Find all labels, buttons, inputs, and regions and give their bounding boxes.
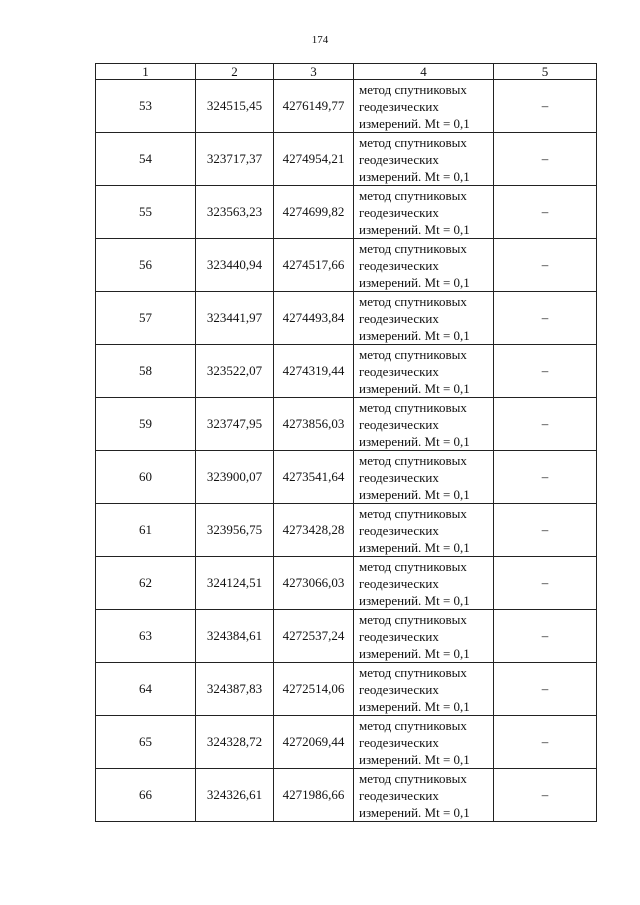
table-header-row <box>96 64 597 80</box>
column-5-cell <box>494 398 597 451</box>
method-text-line: измерений. Mt = 0,1 <box>359 645 470 661</box>
table-row <box>96 610 597 663</box>
column-5-cell <box>494 292 597 345</box>
table-row <box>96 663 597 716</box>
table-row <box>96 239 597 292</box>
method-text-line: метод спутниковых <box>359 558 467 574</box>
y-coordinate-cell: 4273066,03 <box>274 557 354 610</box>
table-row <box>96 557 597 610</box>
point-number-cell: 56 <box>96 239 196 292</box>
table-row <box>96 292 597 345</box>
method-text-line: геодезических <box>359 628 439 644</box>
method-text-line: метод спутниковых <box>359 293 467 309</box>
x-coordinate-cell: 323956,75 <box>196 504 274 557</box>
y-coordinate-cell: 4274493,84 <box>274 292 354 345</box>
table-row <box>96 398 597 451</box>
method-text-line: геодезических <box>359 416 439 432</box>
header-cell-4: 4 <box>354 64 494 80</box>
x-coordinate-cell: 323522,07 <box>196 345 274 398</box>
method-text-line: геодезических <box>359 522 439 538</box>
point-number-cell: 57 <box>96 292 196 345</box>
dash-mark: – <box>541 151 549 166</box>
column-5-cell <box>494 557 597 610</box>
point-number-cell: 63 <box>96 610 196 663</box>
y-coordinate-cell: 4272537,24 <box>274 610 354 663</box>
table-body <box>96 64 597 822</box>
x-coordinate-cell: 324124,51 <box>196 557 274 610</box>
method-text-line: измерений. Mt = 0,1 <box>359 433 470 449</box>
column-5-cell <box>494 345 597 398</box>
method-text-line: геодезических <box>359 469 439 485</box>
column-5-cell <box>494 716 597 769</box>
method-text-line: измерений. Mt = 0,1 <box>359 115 470 131</box>
method-text-line: измерений. Mt = 0,1 <box>359 274 470 290</box>
method-cell <box>354 345 494 398</box>
point-number-cell: 65 <box>96 716 196 769</box>
x-coordinate-cell: 323717,37 <box>196 133 274 186</box>
method-text-line: метод спутниковых <box>359 505 467 521</box>
method-text-line: геодезических <box>359 787 439 803</box>
x-coordinate-cell: 324328,72 <box>196 716 274 769</box>
method-cell <box>354 504 494 557</box>
method-text-line: метод спутниковых <box>359 134 467 150</box>
method-text-line: геодезических <box>359 363 439 379</box>
y-coordinate-cell: 4273541,64 <box>274 451 354 504</box>
point-number-cell: 62 <box>96 557 196 610</box>
method-cell <box>354 186 494 239</box>
point-number-cell: 64 <box>96 663 196 716</box>
table-row <box>96 133 597 186</box>
method-text-line: измерений. Mt = 0,1 <box>359 539 470 555</box>
method-text-line: метод спутниковых <box>359 81 467 97</box>
x-coordinate-cell: 323563,23 <box>196 186 274 239</box>
method-text-line: измерений. Mt = 0,1 <box>359 804 470 820</box>
dash-mark: – <box>541 98 549 113</box>
method-cell <box>354 663 494 716</box>
y-coordinate-cell: 4273856,03 <box>274 398 354 451</box>
x-coordinate-cell: 324387,83 <box>196 663 274 716</box>
table-row <box>96 80 597 133</box>
method-cell <box>354 239 494 292</box>
dash-mark: – <box>541 787 549 802</box>
dash-mark: – <box>541 734 549 749</box>
y-coordinate-cell: 4271986,66 <box>274 769 354 822</box>
y-coordinate-cell: 4273428,28 <box>274 504 354 557</box>
y-coordinate-cell: 4272514,06 <box>274 663 354 716</box>
method-text-line: метод спутниковых <box>359 399 467 415</box>
method-text-line: измерений. Mt = 0,1 <box>359 327 470 343</box>
dash-mark: – <box>541 681 549 696</box>
coordinates-table <box>95 63 597 822</box>
method-text-line: измерений. Mt = 0,1 <box>359 486 470 502</box>
method-text-line: метод спутниковых <box>359 452 467 468</box>
table-row <box>96 504 597 557</box>
y-coordinate-cell: 4274517,66 <box>274 239 354 292</box>
dash-mark: – <box>541 363 549 378</box>
method-text-line: метод спутниковых <box>359 770 467 786</box>
point-number-cell: 55 <box>96 186 196 239</box>
method-cell <box>354 80 494 133</box>
y-coordinate-cell: 4274699,82 <box>274 186 354 239</box>
table-row <box>96 345 597 398</box>
table-row <box>96 451 597 504</box>
y-coordinate-cell: 4276149,77 <box>274 80 354 133</box>
point-number-cell: 61 <box>96 504 196 557</box>
table-row <box>96 186 597 239</box>
header-cell-1: 1 <box>96 64 196 80</box>
y-coordinate-cell: 4274954,21 <box>274 133 354 186</box>
column-5-cell <box>494 663 597 716</box>
method-text-line: геодезических <box>359 98 439 114</box>
method-cell <box>354 557 494 610</box>
page-number: 174 <box>311 34 329 46</box>
column-5-cell <box>494 610 597 663</box>
method-text-line: геодезических <box>359 681 439 697</box>
point-number-cell: 53 <box>96 80 196 133</box>
method-text-line: метод спутниковых <box>359 717 467 733</box>
dash-mark: – <box>541 628 549 643</box>
method-text-line: геодезических <box>359 310 439 326</box>
method-text-line: измерений. Mt = 0,1 <box>359 698 470 714</box>
column-5-cell <box>494 769 597 822</box>
x-coordinate-cell: 323440,94 <box>196 239 274 292</box>
x-coordinate-cell: 324326,61 <box>196 769 274 822</box>
table-row <box>96 769 597 822</box>
dash-mark: – <box>541 204 549 219</box>
point-number-cell: 54 <box>96 133 196 186</box>
method-text-line: геодезических <box>359 575 439 591</box>
header-cell-5: 5 <box>494 64 597 80</box>
column-5-cell <box>494 133 597 186</box>
method-text-line: измерений. Mt = 0,1 <box>359 592 470 608</box>
method-cell <box>354 610 494 663</box>
method-text-line: измерений. Mt = 0,1 <box>359 380 470 396</box>
column-5-cell <box>494 80 597 133</box>
method-text-line: измерений. Mt = 0,1 <box>359 751 470 767</box>
header-cell-3: 3 <box>274 64 354 80</box>
method-cell <box>354 769 494 822</box>
x-coordinate-cell: 324384,61 <box>196 610 274 663</box>
method-text-line: геодезических <box>359 151 439 167</box>
table-row <box>96 716 597 769</box>
dash-mark: – <box>541 416 549 431</box>
method-text-line: измерений. Mt = 0,1 <box>359 168 470 184</box>
method-cell <box>354 398 494 451</box>
method-cell <box>354 451 494 504</box>
method-text-line: метод спутниковых <box>359 346 467 362</box>
x-coordinate-cell: 323441,97 <box>196 292 274 345</box>
method-text-line: геодезических <box>359 734 439 750</box>
dash-mark: – <box>541 575 549 590</box>
header-cell-2: 2 <box>196 64 274 80</box>
method-text-line: метод спутниковых <box>359 611 467 627</box>
column-5-cell <box>494 504 597 557</box>
y-coordinate-cell: 4272069,44 <box>274 716 354 769</box>
dash-mark: – <box>541 310 549 325</box>
method-cell <box>354 716 494 769</box>
method-text-line: геодезических <box>359 257 439 273</box>
method-cell <box>354 292 494 345</box>
column-5-cell <box>494 186 597 239</box>
column-5-cell <box>494 239 597 292</box>
dash-mark: – <box>541 469 549 484</box>
point-number-cell: 58 <box>96 345 196 398</box>
point-number-cell: 66 <box>96 769 196 822</box>
method-text-line: измерений. Mt = 0,1 <box>359 221 470 237</box>
x-coordinate-cell: 323747,95 <box>196 398 274 451</box>
x-coordinate-cell: 323900,07 <box>196 451 274 504</box>
point-number-cell: 59 <box>96 398 196 451</box>
dash-mark: – <box>541 522 549 537</box>
method-text-line: геодезических <box>359 204 439 220</box>
x-coordinate-cell: 324515,45 <box>196 80 274 133</box>
column-5-cell <box>494 451 597 504</box>
point-number-cell: 60 <box>96 451 196 504</box>
y-coordinate-cell: 4274319,44 <box>274 345 354 398</box>
method-text-line: метод спутниковых <box>359 664 467 680</box>
dash-mark: – <box>541 257 549 272</box>
method-text-line: метод спутниковых <box>359 240 467 256</box>
method-text-line: метод спутниковых <box>359 187 467 203</box>
method-cell <box>354 133 494 186</box>
